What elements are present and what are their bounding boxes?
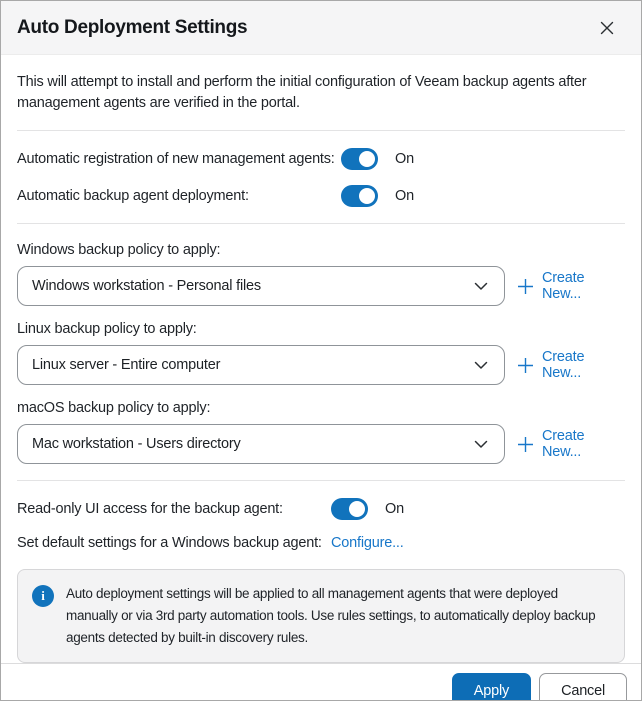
plus-icon [517, 436, 534, 453]
create-new-label: Create New... [542, 428, 585, 460]
toggle-knob [359, 188, 375, 204]
readonly-ui-state: On [385, 501, 404, 517]
windows-create-new-link[interactable] [517, 270, 625, 302]
macos-policy-dropdown[interactable] [17, 424, 505, 464]
plus-icon [517, 278, 534, 295]
windows-policy-selected: Windows workstation - Personal files [32, 278, 261, 294]
linux-create-new-link[interactable] [517, 349, 625, 381]
apply-button[interactable]: Apply [452, 673, 531, 701]
default-settings-label: Set default settings for a Windows backup agent: [17, 535, 322, 551]
divider [17, 480, 625, 481]
dialog-footer [1, 663, 641, 701]
chevron-down-icon [474, 282, 488, 291]
info-note [17, 569, 625, 663]
readonly-ui-label: Read-only UI access for the backup agent: [17, 501, 283, 517]
dialog-header [1, 1, 641, 55]
windows-policy-dropdown[interactable] [17, 266, 505, 306]
readonly-ui-toggle[interactable] [331, 498, 368, 520]
info-note-text: Auto deployment settings will be applied to all management agents that were deployed manually or via 3rd party automation tools. Use rules settings, to automatically deploy backup agents detected by built-in discovery rules. [66, 586, 596, 645]
windows-policy-label: Windows backup policy to apply: [17, 242, 221, 258]
macos-create-new-link[interactable] [517, 428, 625, 460]
linux-policy-selected: Linux server - Entire computer [32, 357, 221, 373]
dialog-description: This will attempt to install and perform the initial configuration of Veeam backup agents after management agents are verified in the portal. [17, 74, 587, 111]
configure-link[interactable]: Configure... [331, 535, 404, 551]
auto-deployment-label: Automatic backup agent deployment: [17, 188, 249, 204]
chevron-down-icon [474, 361, 488, 370]
readonly-ui-row [17, 498, 625, 520]
close-icon [599, 20, 615, 36]
close-button[interactable] [595, 16, 619, 40]
dialog-title: Auto Deployment Settings [17, 17, 248, 38]
create-new-label: Create New... [542, 270, 585, 302]
macos-policy-label: macOS backup policy to apply: [17, 400, 211, 416]
cancel-button[interactable]: Cancel [539, 673, 627, 701]
linux-policy-dropdown[interactable] [17, 345, 505, 385]
auto-registration-label: Automatic registration of new management agents: [17, 151, 335, 167]
info-icon: i [32, 585, 54, 607]
auto-deployment-toggle[interactable] [341, 185, 378, 207]
toggle-knob [359, 151, 375, 167]
auto-deployment-row [17, 185, 625, 207]
divider [17, 130, 625, 131]
macos-policy-selected: Mac workstation - Users directory [32, 436, 241, 452]
divider [17, 223, 625, 224]
toggle-knob [349, 501, 365, 517]
default-settings-row [17, 535, 625, 551]
create-new-label: Create New... [542, 349, 585, 381]
chevron-down-icon [474, 440, 488, 449]
auto-deployment-state: On [395, 188, 414, 204]
auto-registration-toggle[interactable] [341, 148, 378, 170]
linux-policy-label: Linux backup policy to apply: [17, 321, 197, 337]
macos-policy-row [17, 424, 625, 464]
linux-policy-row [17, 345, 625, 385]
windows-policy-row [17, 266, 625, 306]
auto-registration-state: On [395, 151, 414, 167]
plus-icon [517, 357, 534, 374]
auto-registration-row [17, 148, 625, 170]
dialog-body [1, 55, 641, 663]
